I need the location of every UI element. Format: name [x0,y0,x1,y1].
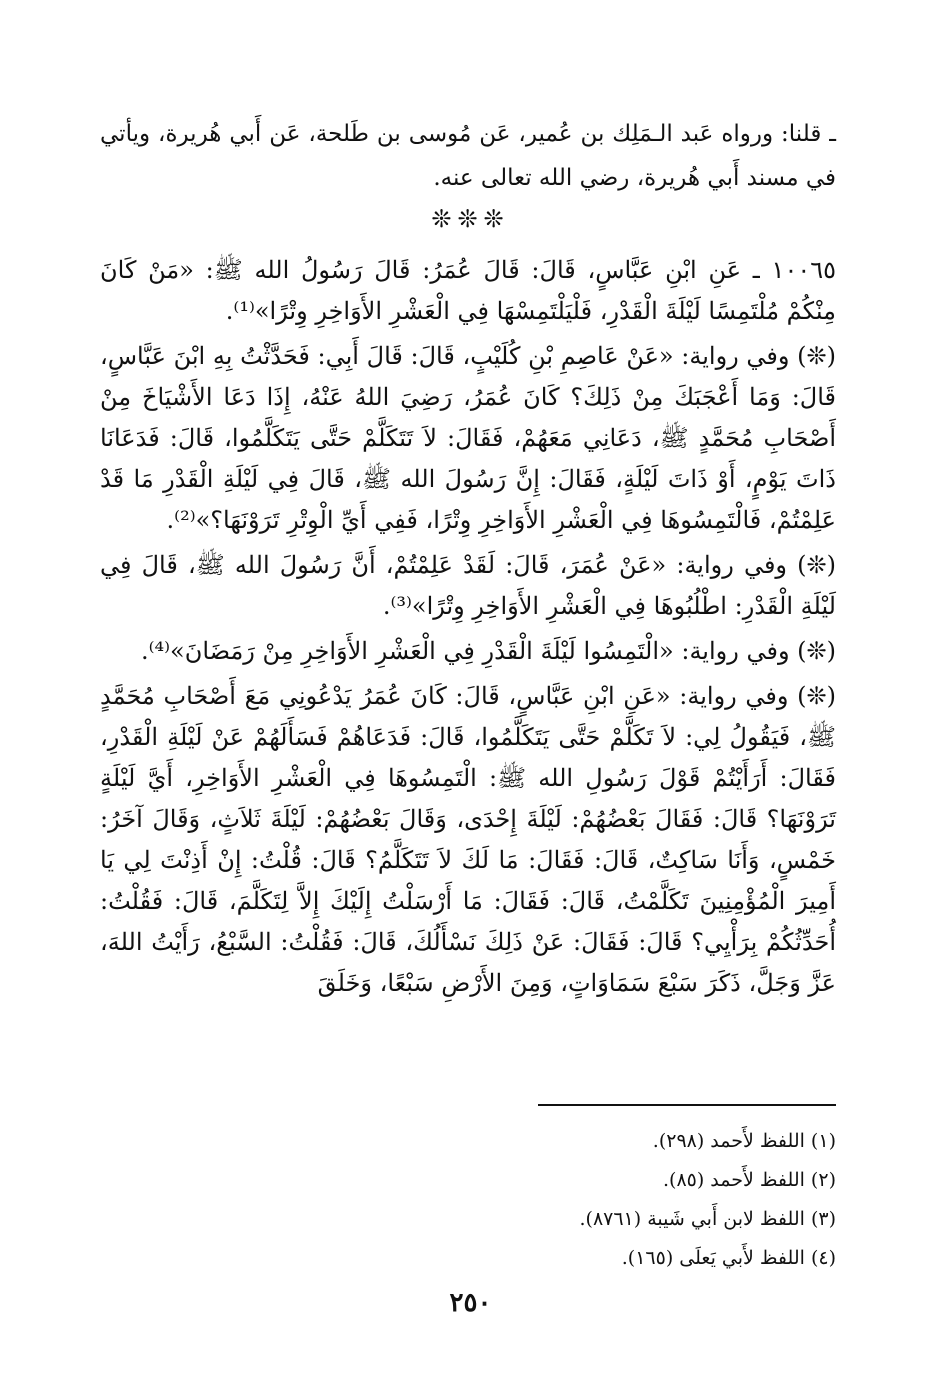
hadith-narration-2: (❊) وفي رواية: «عَنْ عَاصِمِ بْنِ كُلَيْبٍ، قَالَ: قَالَ أَبِي: فَحَدَّثْتُ بِهِ ابْنَ عَبَّاسٍ، قَالَ: وَمَا أَعْجَبَكَ مِنْ ذَلِكَ؟ كَانَ عُمَرُ، رَضِيَ اللهُ عَنْهُ، إِذَا دَعَا الأَشْيَاخَ مِنْ أَصْحَابِ مُحَمَّدٍ ﷺ، دَعَانِي مَعَهُمْ، فَقَالَ: لاَ تَتَكَلَّمْ حَتَّى يَتَكَلَّمُوا، قَالَ: فَدَعَانَا ذَاتَ يَوْمٍ، أَوْ ذَاتَ لَيْلَةٍ، فَقَالَ: إِنَّ رَسُولَ الله ﷺ، قَالَ فِي لَيْلَةِ الْقَدْرِ مَا قَدْ عَلِمْتُمْ، فَالْتَمِسُوهَا فِي الْعَشْرِ الأَوَاخِرِ وِتْرًا، فَفِي أَيِّ الْوِتْرِ تَرَوْنَهَا؟»⁽²⁾. [100,342,837,534]
hadith-main: ١٠٠٦٥ ـ عَنِ ابْنِ عَبَّاسٍ، قَالَ: قَالَ عُمَرُ: قَالَ رَسُولُ الله ﷺ: «مَنْ كَانَ مِنْكُمْ مُلْتَمِسًا لَيْلَةَ الْقَدْرِ، فَلْيَلْتَمِسْهَا فِي الْعَشْرِ الأَوَاخِرِ وِتْرًا»⁽¹⁾. [100,256,836,325]
footnote-3: (٣) اللفظ لابن أَبي شَيبة (٨٧٦١). [579,1208,836,1230]
intro-paragraph: ـ قلنا: ورواه عَبد الـمَلِك بن عُمير، عَن مُوسى بن طَلحة، عَن أَبي هُريرة، ويأتي في مسند أَبي هُريرة، رضي الله تعالى عنه. [100,121,836,191]
hadith-narration-5: (❊) وفي رواية: «عَنِ ابْنِ عَبَّاسٍ، قَالَ: كَانَ عُمَرُ يَدْعُونِي مَعَ أَصْحَابِ مُحَمَّدٍ ﷺ، فَيَقُولُ لِي: لاَ تَكَلَّمْ حَتَّى يَتَكَلَّمُوا، قَالَ: فَدَعَاهُمْ فَسَأَلَهُمْ عَنْ لَيْلَةِ الْقَدْرِ، فَقَالَ: أَرَأَيْتُمْ قَوْلَ رَسُولِ الله ﷺ: الْتَمِسُوهَا فِي الْعَشْرِ الأَوَاخِرِ، أَيَّ لَيْلَةٍ تَرَوْنَهَا؟ قَالَ: فَقَالَ بَعْضُهُمْ: لَيْلَةَ إِحْدَى، وَقَالَ بَعْضُهُمْ: لَيْلَةَ ثَلاَثٍ، وَقَالَ آخَرُ: خَمْسٍ، وَأَنَا سَاكِتٌ، قَالَ: فَقَالَ: مَا لَكَ لاَ تَتَكَلَّمُ؟ قَالَ: قُلْتُ: إِنْ أَذِنْتَ لِي يَا أَمِيرَ الْمُؤْمِنِينَ تَكَلَّمْتُ، قَالَ: فَقَالَ: مَا أَرْسَلْتُ إِلَيْكَ إِلاَّ لِتَكَلَّمَ، قَالَ: فَقُلْتُ: أُحَدِّثُكُمْ بِرَأْيِي؟ قَالَ: فَقَالَ: عَنْ ذَلِكَ نَسْأَلُكَ، قَالَ: فَقُلْتُ: السَّبْعُ، رَأَيْتُ اللهَ، عَزَّ وَجَلَّ، ذَكَرَ سَبْعَ سَمَاوَاتٍ، وَمِنَ الأَرْضِ سَبْعًا، وَخَلَقَ [100,682,836,997]
footnote-2: (٢) اللفظ لأَحمد (٨٥). [662,1169,836,1191]
section-separator: ❊❊❊ [431,205,510,233]
footnote-4: (٤) اللفظ لأَبي يَعلَى (١٦٥). [621,1247,836,1269]
page-number: ٢٥٠ [449,1288,492,1318]
footnote-divider [538,1104,836,1106]
footnote-1: (١) اللفظ لأَحمد (٢٩٨). [652,1130,836,1152]
hadith-narration-4: (❊) وفي رواية: «الْتَمِسُوا لَيْلَةَ الْقَدْرِ فِي الْعَشْرِ الأَوَاخِرِ مِنْ رَمَضَانَ»⁽⁴⁾. [140,637,836,665]
hadith-narration-3: (❊) وفي رواية: «عَنْ عُمَرَ، قَالَ: لَقَدْ عَلِمْتُمْ، أَنَّ رَسُولَ الله ﷺ، قَالَ فِي لَيْلَةِ الْقَدْرِ: اطْلُبُوهَا فِي الْعَشْرِ الأَوَاخِرِ وِتْرًا»⁽³⁾. [100,551,836,620]
hadith-body [100,250,836,1004]
footnotes [300,1122,836,1278]
